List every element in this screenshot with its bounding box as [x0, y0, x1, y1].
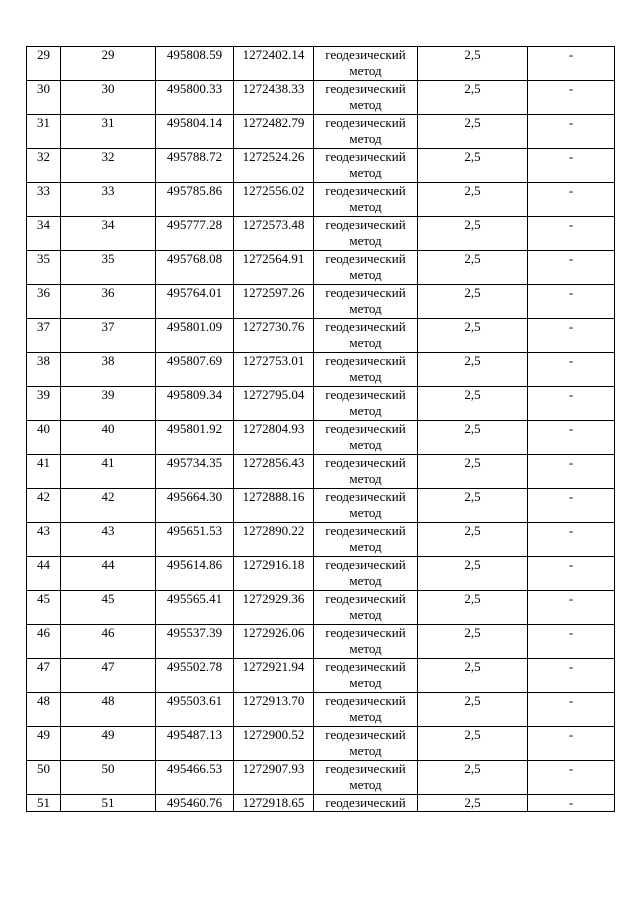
method-cell	[314, 115, 418, 149]
point-id-cell: 51	[61, 795, 156, 812]
accuracy-cell: 2,5	[418, 455, 528, 489]
point-id-cell: 41	[61, 455, 156, 489]
method-cell	[314, 387, 418, 421]
method-cell	[314, 659, 418, 693]
method-cell	[314, 149, 418, 183]
row-number-cell: 47	[27, 659, 61, 693]
description-cell: -	[528, 421, 615, 455]
row-number-cell: 31	[27, 115, 61, 149]
point-id-cell: 43	[61, 523, 156, 557]
point-id-cell: 35	[61, 251, 156, 285]
x-coordinate-cell: 495777.28	[156, 217, 234, 251]
point-id-cell: 30	[61, 81, 156, 115]
method-line-2: метод	[349, 539, 382, 554]
x-coordinate-cell: 495460.76	[156, 795, 234, 812]
y-coordinate-cell: 1272564.91	[234, 251, 314, 285]
description-cell: -	[528, 251, 615, 285]
point-id-cell: 48	[61, 693, 156, 727]
method-line-1: геодезический	[325, 217, 406, 232]
method-line-2: метод	[349, 471, 382, 486]
accuracy-cell: 2,5	[418, 149, 528, 183]
method-cell	[314, 693, 418, 727]
accuracy-cell: 2,5	[418, 47, 528, 81]
description-cell: -	[528, 319, 615, 353]
table-row	[27, 115, 615, 149]
method-line-1: геодезический	[325, 47, 406, 62]
x-coordinate-cell: 495664.30	[156, 489, 234, 523]
method-line-2: метод	[349, 505, 382, 520]
x-coordinate-cell: 495801.09	[156, 319, 234, 353]
table-row	[27, 217, 615, 251]
method-cell	[314, 47, 418, 81]
y-coordinate-cell: 1272907.93	[234, 761, 314, 795]
accuracy-cell: 2,5	[418, 761, 528, 795]
method-line-2: метод	[349, 335, 382, 350]
point-id-cell: 46	[61, 625, 156, 659]
row-number-cell: 33	[27, 183, 61, 217]
y-coordinate-cell: 1272402.14	[234, 47, 314, 81]
method-cell	[314, 81, 418, 115]
table-row	[27, 659, 615, 693]
point-id-cell: 39	[61, 387, 156, 421]
x-coordinate-cell: 495804.14	[156, 115, 234, 149]
y-coordinate-cell: 1272890.22	[234, 523, 314, 557]
row-number-cell: 50	[27, 761, 61, 795]
table-row	[27, 625, 615, 659]
point-id-cell: 50	[61, 761, 156, 795]
row-number-cell: 40	[27, 421, 61, 455]
table-row	[27, 353, 615, 387]
method-line-2: метод	[349, 777, 382, 792]
y-coordinate-cell: 1272438.33	[234, 81, 314, 115]
accuracy-cell: 2,5	[418, 421, 528, 455]
description-cell: -	[528, 557, 615, 591]
y-coordinate-cell: 1272573.48	[234, 217, 314, 251]
row-number-cell: 45	[27, 591, 61, 625]
x-coordinate-cell: 495807.69	[156, 353, 234, 387]
method-line-1: геодезический	[325, 489, 406, 504]
y-coordinate-cell: 1272524.26	[234, 149, 314, 183]
method-line-2: метод	[349, 97, 382, 112]
method-line-2: метод	[349, 743, 382, 758]
description-cell: -	[528, 625, 615, 659]
description-cell: -	[528, 455, 615, 489]
row-number-cell: 34	[27, 217, 61, 251]
y-coordinate-cell: 1272926.06	[234, 625, 314, 659]
description-cell: -	[528, 183, 615, 217]
method-cell	[314, 319, 418, 353]
coordinates-table	[26, 46, 615, 812]
point-id-cell: 47	[61, 659, 156, 693]
method-line-2: метод	[349, 233, 382, 248]
y-coordinate-cell: 1272804.93	[234, 421, 314, 455]
method-cell	[314, 353, 418, 387]
method-line-1: геодезический	[325, 795, 406, 810]
method-line-2: метод	[349, 437, 382, 452]
method-line-2: метод	[349, 63, 382, 78]
x-coordinate-cell: 495502.78	[156, 659, 234, 693]
point-id-cell: 37	[61, 319, 156, 353]
method-line-1: геодезический	[325, 727, 406, 742]
point-id-cell: 49	[61, 727, 156, 761]
method-line-1: геодезический	[325, 387, 406, 402]
accuracy-cell: 2,5	[418, 693, 528, 727]
accuracy-cell: 2,5	[418, 115, 528, 149]
description-cell: -	[528, 659, 615, 693]
method-line-1: геодезический	[325, 557, 406, 572]
table-row	[27, 149, 615, 183]
accuracy-cell: 2,5	[418, 795, 528, 812]
method-cell	[314, 625, 418, 659]
method-line-2: метод	[349, 709, 382, 724]
method-cell	[314, 557, 418, 591]
y-coordinate-cell: 1272856.43	[234, 455, 314, 489]
table-row	[27, 251, 615, 285]
method-cell	[314, 795, 418, 812]
accuracy-cell: 2,5	[418, 353, 528, 387]
method-line-1: геодезический	[325, 149, 406, 164]
x-coordinate-cell: 495487.13	[156, 727, 234, 761]
description-cell: -	[528, 387, 615, 421]
table-row	[27, 319, 615, 353]
accuracy-cell: 2,5	[418, 727, 528, 761]
method-line-1: геодезический	[325, 421, 406, 436]
method-line-1: геодезический	[325, 591, 406, 606]
point-id-cell: 34	[61, 217, 156, 251]
y-coordinate-cell: 1272921.94	[234, 659, 314, 693]
accuracy-cell: 2,5	[418, 319, 528, 353]
description-cell: -	[528, 115, 615, 149]
x-coordinate-cell: 495466.53	[156, 761, 234, 795]
accuracy-cell: 2,5	[418, 489, 528, 523]
y-coordinate-cell: 1272597.26	[234, 285, 314, 319]
table-row	[27, 47, 615, 81]
accuracy-cell: 2,5	[418, 183, 528, 217]
y-coordinate-cell: 1272888.16	[234, 489, 314, 523]
row-number-cell: 51	[27, 795, 61, 812]
method-line-1: геодезический	[325, 81, 406, 96]
point-id-cell: 42	[61, 489, 156, 523]
x-coordinate-cell: 495503.61	[156, 693, 234, 727]
y-coordinate-cell: 1272482.79	[234, 115, 314, 149]
x-coordinate-cell: 495565.41	[156, 591, 234, 625]
x-coordinate-cell: 495809.34	[156, 387, 234, 421]
description-cell: -	[528, 591, 615, 625]
y-coordinate-cell: 1272918.65	[234, 795, 314, 812]
table-row	[27, 81, 615, 115]
table-row	[27, 693, 615, 727]
method-cell	[314, 455, 418, 489]
table-row	[27, 727, 615, 761]
method-line-1: геодезический	[325, 659, 406, 674]
description-cell: -	[528, 149, 615, 183]
row-number-cell: 30	[27, 81, 61, 115]
description-cell: -	[528, 489, 615, 523]
x-coordinate-cell: 495764.01	[156, 285, 234, 319]
method-line-1: геодезический	[325, 523, 406, 538]
table-row	[27, 761, 615, 795]
table-row	[27, 591, 615, 625]
row-number-cell: 32	[27, 149, 61, 183]
row-number-cell: 41	[27, 455, 61, 489]
table-row	[27, 489, 615, 523]
x-coordinate-cell: 495785.86	[156, 183, 234, 217]
point-id-cell: 44	[61, 557, 156, 591]
method-line-1: геодезический	[325, 353, 406, 368]
table-row	[27, 557, 615, 591]
description-cell: -	[528, 217, 615, 251]
table-row	[27, 795, 615, 812]
point-id-cell: 45	[61, 591, 156, 625]
method-line-1: геодезический	[325, 455, 406, 470]
table-row	[27, 285, 615, 319]
point-id-cell: 38	[61, 353, 156, 387]
description-cell: -	[528, 795, 615, 812]
table-row	[27, 455, 615, 489]
x-coordinate-cell: 495734.35	[156, 455, 234, 489]
y-coordinate-cell: 1272916.18	[234, 557, 314, 591]
method-line-2: метод	[349, 573, 382, 588]
y-coordinate-cell: 1272913.70	[234, 693, 314, 727]
row-number-cell: 35	[27, 251, 61, 285]
method-line-1: геодезический	[325, 183, 406, 198]
point-id-cell: 32	[61, 149, 156, 183]
method-cell	[314, 523, 418, 557]
y-coordinate-cell: 1272730.76	[234, 319, 314, 353]
row-number-cell: 38	[27, 353, 61, 387]
method-line-2: метод	[349, 267, 382, 282]
row-number-cell: 29	[27, 47, 61, 81]
y-coordinate-cell: 1272795.04	[234, 387, 314, 421]
description-cell: -	[528, 47, 615, 81]
x-coordinate-cell: 495788.72	[156, 149, 234, 183]
accuracy-cell: 2,5	[418, 523, 528, 557]
x-coordinate-cell: 495801.92	[156, 421, 234, 455]
x-coordinate-cell: 495808.59	[156, 47, 234, 81]
point-id-cell: 31	[61, 115, 156, 149]
description-cell: -	[528, 353, 615, 387]
description-cell: -	[528, 523, 615, 557]
method-line-1: геодезический	[325, 693, 406, 708]
row-number-cell: 46	[27, 625, 61, 659]
accuracy-cell: 2,5	[418, 625, 528, 659]
method-cell	[314, 421, 418, 455]
method-line-1: геодезический	[325, 625, 406, 640]
x-coordinate-cell: 495614.86	[156, 557, 234, 591]
description-cell: -	[528, 761, 615, 795]
table-row	[27, 421, 615, 455]
method-cell	[314, 251, 418, 285]
table-body	[27, 47, 615, 812]
x-coordinate-cell: 495651.53	[156, 523, 234, 557]
accuracy-cell: 2,5	[418, 251, 528, 285]
row-number-cell: 48	[27, 693, 61, 727]
accuracy-cell: 2,5	[418, 217, 528, 251]
y-coordinate-cell: 1272900.52	[234, 727, 314, 761]
method-line-2: метод	[349, 641, 382, 656]
x-coordinate-cell: 495768.08	[156, 251, 234, 285]
accuracy-cell: 2,5	[418, 557, 528, 591]
method-line-2: метод	[349, 301, 382, 316]
table-row	[27, 523, 615, 557]
method-cell	[314, 761, 418, 795]
y-coordinate-cell: 1272753.01	[234, 353, 314, 387]
row-number-cell: 42	[27, 489, 61, 523]
method-cell	[314, 285, 418, 319]
point-id-cell: 33	[61, 183, 156, 217]
row-number-cell: 43	[27, 523, 61, 557]
method-line-1: геодезический	[325, 319, 406, 334]
method-line-1: геодезический	[325, 285, 406, 300]
description-cell: -	[528, 81, 615, 115]
method-cell	[314, 727, 418, 761]
method-line-1: геодезический	[325, 251, 406, 266]
method-line-2: метод	[349, 165, 382, 180]
point-id-cell: 40	[61, 421, 156, 455]
accuracy-cell: 2,5	[418, 387, 528, 421]
method-line-1: геодезический	[325, 115, 406, 130]
accuracy-cell: 2,5	[418, 81, 528, 115]
accuracy-cell: 2,5	[418, 591, 528, 625]
method-line-2: метод	[349, 403, 382, 418]
point-id-cell: 36	[61, 285, 156, 319]
y-coordinate-cell: 1272929.36	[234, 591, 314, 625]
x-coordinate-cell: 495537.39	[156, 625, 234, 659]
method-line-2: метод	[349, 607, 382, 622]
row-number-cell: 44	[27, 557, 61, 591]
table-row	[27, 387, 615, 421]
point-id-cell: 29	[61, 47, 156, 81]
description-cell: -	[528, 285, 615, 319]
table-row	[27, 183, 615, 217]
method-cell	[314, 591, 418, 625]
method-line-2: метод	[349, 199, 382, 214]
method-cell	[314, 183, 418, 217]
x-coordinate-cell: 495800.33	[156, 81, 234, 115]
row-number-cell: 37	[27, 319, 61, 353]
accuracy-cell: 2,5	[418, 659, 528, 693]
accuracy-cell: 2,5	[418, 285, 528, 319]
y-coordinate-cell: 1272556.02	[234, 183, 314, 217]
method-line-1: геодезический	[325, 761, 406, 776]
method-line-2: метод	[349, 131, 382, 146]
row-number-cell: 39	[27, 387, 61, 421]
row-number-cell: 49	[27, 727, 61, 761]
method-line-2: метод	[349, 369, 382, 384]
method-line-2: метод	[349, 675, 382, 690]
row-number-cell: 36	[27, 285, 61, 319]
description-cell: -	[528, 693, 615, 727]
method-cell	[314, 217, 418, 251]
method-cell	[314, 489, 418, 523]
description-cell: -	[528, 727, 615, 761]
